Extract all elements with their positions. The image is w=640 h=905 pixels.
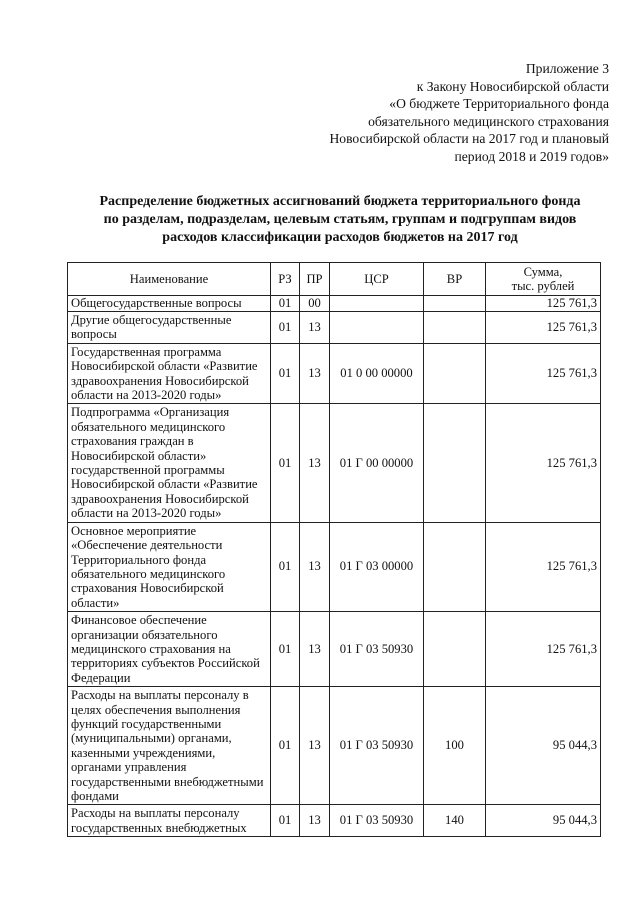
- cell-pr: 13: [300, 687, 330, 805]
- cell-name: Основное мероприятие «Обеспечение деятельности Территориального фонда обязательного медицинского страхования Новосибирской области»: [68, 522, 271, 611]
- document-title: [60, 193, 620, 247]
- appendix-line: к Закону Новосибирской области: [416, 78, 609, 94]
- cell-vr: [424, 343, 486, 404]
- cell-name: Общегосударственные вопросы: [68, 296, 271, 312]
- table-row: [68, 612, 601, 687]
- budget-table: [67, 262, 601, 837]
- cell-sum: 125 761,3: [486, 296, 601, 312]
- cell-sum: 125 761,3: [486, 343, 601, 404]
- header-csr: ЦСР: [330, 263, 424, 296]
- cell-name: Расходы на выплаты персоналу государственных внебюджетных: [68, 805, 271, 837]
- cell-rz: 01: [271, 312, 300, 344]
- cell-pr: 13: [300, 522, 330, 611]
- cell-sum: 125 761,3: [486, 312, 601, 344]
- title-line: расходов классификации расходов бюджетов на 2017 год: [162, 230, 518, 245]
- cell-name: Подпрограмма «Организация обязательного медицинского страхования граждан в Новосибирской области» государственной программы Новосибирской области «Развитие здравоохранения Новосибирской области на 2013-2020 годы»: [68, 404, 271, 522]
- cell-csr: 01 Г 03 50930: [330, 687, 424, 805]
- appendix-line: «О бюджете Территориального фонда: [389, 96, 609, 112]
- cell-pr: 13: [300, 805, 330, 837]
- table-row: [68, 522, 601, 611]
- cell-sum: 95 044,3: [486, 805, 601, 837]
- cell-rz: 01: [271, 296, 300, 312]
- table-row: [68, 404, 601, 522]
- cell-csr: 01 Г 03 50930: [330, 805, 424, 837]
- appendix-line: Приложение 3: [525, 61, 609, 76]
- cell-vr: 140: [424, 805, 486, 837]
- cell-vr: [424, 612, 486, 687]
- cell-rz: 01: [271, 343, 300, 404]
- cell-rz: 01: [271, 522, 300, 611]
- cell-name: Государственная программа Новосибирской области «Развитие здравоохранения Новосибирской области на 2013-2020 годы»: [68, 343, 271, 404]
- appendix-line: Новосибирской области на 2017 год и плановый: [329, 131, 609, 147]
- cell-vr: [424, 296, 486, 312]
- cell-vr: [424, 522, 486, 611]
- cell-pr: 00: [300, 296, 330, 312]
- title-line: по разделам, подразделам, целевым статьям, группам и подгруппам видов: [103, 212, 577, 227]
- header-sum: [486, 263, 601, 296]
- cell-csr: 01 Г 03 00000: [330, 522, 424, 611]
- cell-vr: [424, 404, 486, 522]
- appendix-line: обязательного медицинского страхования: [368, 113, 609, 129]
- cell-rz: 01: [271, 612, 300, 687]
- cell-csr: 01 Г 00 00000: [330, 404, 424, 522]
- cell-csr: [330, 312, 424, 344]
- cell-rz: 01: [271, 687, 300, 805]
- header-pr: ПР: [300, 263, 330, 296]
- table-row: [68, 312, 601, 344]
- cell-name: Расходы на выплаты персоналу в целях обеспечения выполнения функций государственными (муниципальными) органами, казенными учреждениями, органами управления государственными внебюджетными фондами: [68, 687, 271, 805]
- header-sum-line2: тыс. рублей: [511, 279, 575, 293]
- cell-pr: 13: [300, 612, 330, 687]
- header-sum-line1: Сумма,: [523, 265, 563, 279]
- cell-pr: 13: [300, 404, 330, 522]
- cell-vr: [424, 312, 486, 344]
- title-line: Распределение бюджетных ассигнований бюджета территориального фонда: [99, 194, 581, 209]
- header-rz: РЗ: [271, 263, 300, 296]
- cell-sum: 125 761,3: [486, 404, 601, 522]
- cell-sum: 95 044,3: [486, 687, 601, 805]
- appendix-line: период 2018 и 2019 годов»: [454, 148, 609, 164]
- header-vr: ВР: [424, 263, 486, 296]
- table-row: [68, 805, 601, 837]
- cell-rz: 01: [271, 805, 300, 837]
- cell-pr: 13: [300, 343, 330, 404]
- table-row: [68, 687, 601, 805]
- cell-sum: 125 761,3: [486, 522, 601, 611]
- appendix-reference: [189, 60, 609, 166]
- cell-pr: 13: [300, 312, 330, 344]
- table-row: [68, 296, 601, 312]
- header-name: Наименование: [68, 263, 271, 296]
- cell-csr: 01 Г 03 50930: [330, 612, 424, 687]
- table-header-row: [68, 263, 601, 296]
- cell-vr: 100: [424, 687, 486, 805]
- cell-sum: 125 761,3: [486, 612, 601, 687]
- cell-csr: [330, 296, 424, 312]
- cell-csr: 01 0 00 00000: [330, 343, 424, 404]
- table-row: [68, 343, 601, 404]
- cell-name: Другие общегосударственные вопросы: [68, 312, 271, 344]
- cell-rz: 01: [271, 404, 300, 522]
- cell-name: Финансовое обеспечение организации обязательного медицинского страхования на территориях субъектов Российской Федерации: [68, 612, 271, 687]
